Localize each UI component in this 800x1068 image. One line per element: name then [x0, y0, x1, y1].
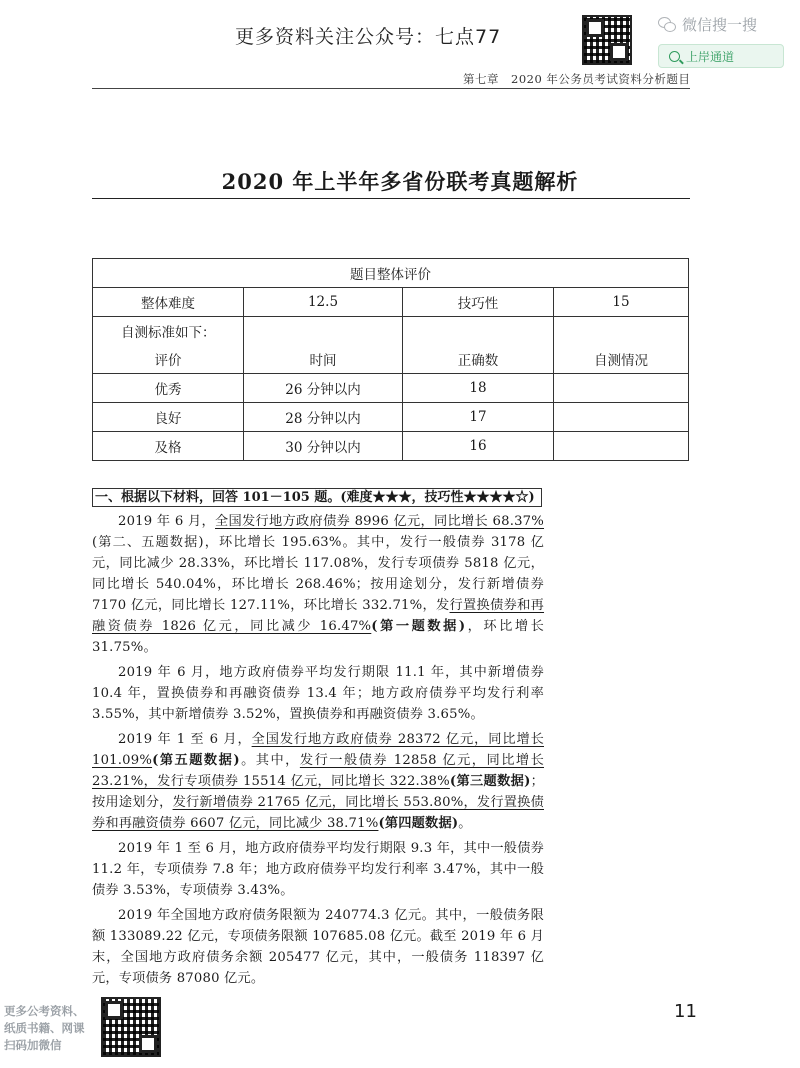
table-row [93, 374, 689, 403]
header-time: 时间 [244, 345, 403, 374]
question-ref: (第五题数据) [152, 753, 240, 768]
table-row [93, 403, 689, 432]
question-ref: (第二、五题数据) [92, 535, 204, 550]
qr-code[interactable] [582, 15, 632, 65]
key-data: 发行一般债券 12858 亿元，同比增长 23.21%，发行专项债券 15514 亿元，同比增长 322.38% [92, 753, 544, 789]
paragraph-3: 2019 年 1 至 6 月，全国发行地方政府债券 28372 亿元，同比增长 101.09%(第五题数据)。其中，发行一般债券 12858 亿元，同比增长 23.21%，发行专项债券 15514 亿元，同比增长 322.38%(第三题数据)；按用途划分，发行新增债券 21765 亿元，同比增长 553.80%，发行置换债券和再融资债券 6607 亿元，同比减少 38.71%(第四题数据)。 [92, 732, 544, 831]
table-title: 题目整体评价 [93, 259, 689, 288]
wechat-search-link[interactable] [658, 14, 757, 35]
key-data: 全国发行地方政府债券 28372 亿元，同比增长 101.09% [92, 732, 544, 768]
paragraph-1: 2019 年 6 月，全国发行地方政府债券 8996 亿元，同比增长 68.37%(第二、五题数据)，环比增长 195.63%。其中，发行一般债券 3178 亿元，同比减少 28.33%，环比增长 117.08%，发行专项债券 5818 亿元，同比增长 540.04%，环比增长 268.46%；按用途划分，发行新增债券 7170 亿元，同比增长 127.11%，环比增长 332.71%，发行置换债券和再融资债券 1826 亿元，同比减少 16.47%(第一题数据)，环比增长 31.75%。 [92, 514, 545, 655]
table-row [93, 432, 689, 461]
key-data: 发行新增债券 21765 亿元，同比增长 553.80%，发行置换债券和再融资债券 6607 亿元，同比减少 38.71% [92, 795, 544, 831]
difficulty-label: 整体难度 [93, 288, 244, 317]
time-cell: 26 分钟以内 [244, 374, 403, 403]
header-grade: 评价 [93, 345, 244, 374]
skill-label: 技巧性 [403, 288, 554, 317]
page-title: 2020 年上半年多省份联考真题解析 [221, 169, 579, 194]
header-divider [92, 88, 690, 89]
search-icon [669, 51, 680, 62]
self-check-cell[interactable] [554, 432, 689, 461]
skill-value: 15 [554, 288, 689, 317]
time-cell: 30 分钟以内 [244, 432, 403, 461]
grade-cell: 及格 [93, 432, 244, 461]
correct-cell: 18 [403, 374, 554, 403]
self-check-cell[interactable] [554, 374, 689, 403]
correct-cell: 17 [403, 403, 554, 432]
title-divider [92, 198, 690, 199]
key-data: 全国发行地方政府债券 8996 亿元，同比增长 68.37% [215, 514, 545, 529]
self-test-label: 自测标准如下： [93, 317, 244, 346]
qr-code[interactable] [101, 997, 161, 1057]
grade-cell: 优秀 [93, 374, 244, 403]
header-correct: 正确数 [403, 345, 554, 374]
wechat-icon [658, 17, 676, 32]
header-self-check: 自测情况 [554, 345, 689, 374]
key-data: 行置换债券和再融资债券 1826 亿元，同比减少 16.47% [92, 598, 545, 634]
correct-cell: 16 [403, 432, 554, 461]
grade-cell: 良好 [93, 403, 244, 432]
question-ref: (第一题数据) [371, 619, 466, 634]
promo-side-note: 更多公考资料、 纸质书籍、网课 扫码加微信 [4, 1004, 85, 1052]
difficulty-value: 12.5 [244, 288, 403, 317]
search-button[interactable] [658, 44, 784, 68]
promo-banner: 更多资料关注公众号：七点77 [235, 26, 502, 48]
question-ref: (第三题数据) [449, 774, 531, 789]
time-cell: 28 分钟以内 [244, 403, 403, 432]
paragraph-5: 2019 年全国地方政府债务限额为 240774.3 亿元。其中，一般债务限额 133089.22 亿元，专项债务限额 107685.08 亿元。截至 2019 年 6 月末，全国地方政府债务余额 205477 亿元，其中，一般债务 118397 亿元，专项债务 87080 亿元。 [92, 908, 544, 986]
paragraph-4: 2019 年 1 至 6 月，地方政府债券平均发行期限 9.3 年，其中一般债券 11.2 年，专项债券 7.8 年；地方政府债券平均发行利率 3.47%，其中一般债券 3.53%，专项债券 3.43%。 [92, 841, 544, 898]
material-text [92, 511, 544, 989]
search-button-label: 上岸通道 [686, 49, 735, 64]
question-ref: (第四题数据) [378, 816, 459, 831]
running-header: 第七章 2020 年公务员考试资料分析题目 [463, 72, 691, 86]
wechat-search-label: 微信搜一搜 [682, 16, 758, 34]
self-check-cell[interactable] [554, 403, 689, 432]
page-number: 11 [674, 1001, 697, 1022]
question-header: 一、根据以下材料，回答 101－105 题。(难度★★★，技巧性★★★★☆) [92, 488, 542, 507]
paragraph-2: 2019 年 6 月，地方政府债券平均发行期限 11.1 年，其中新增债券 10.4 年，置换债券和再融资债券 13.4 年；地方政府债券平均发行利率 3.55%，其中新增债券 3.52%，置换债券和再融资债券 3.65%。 [92, 665, 544, 722]
evaluation-table [92, 258, 689, 461]
